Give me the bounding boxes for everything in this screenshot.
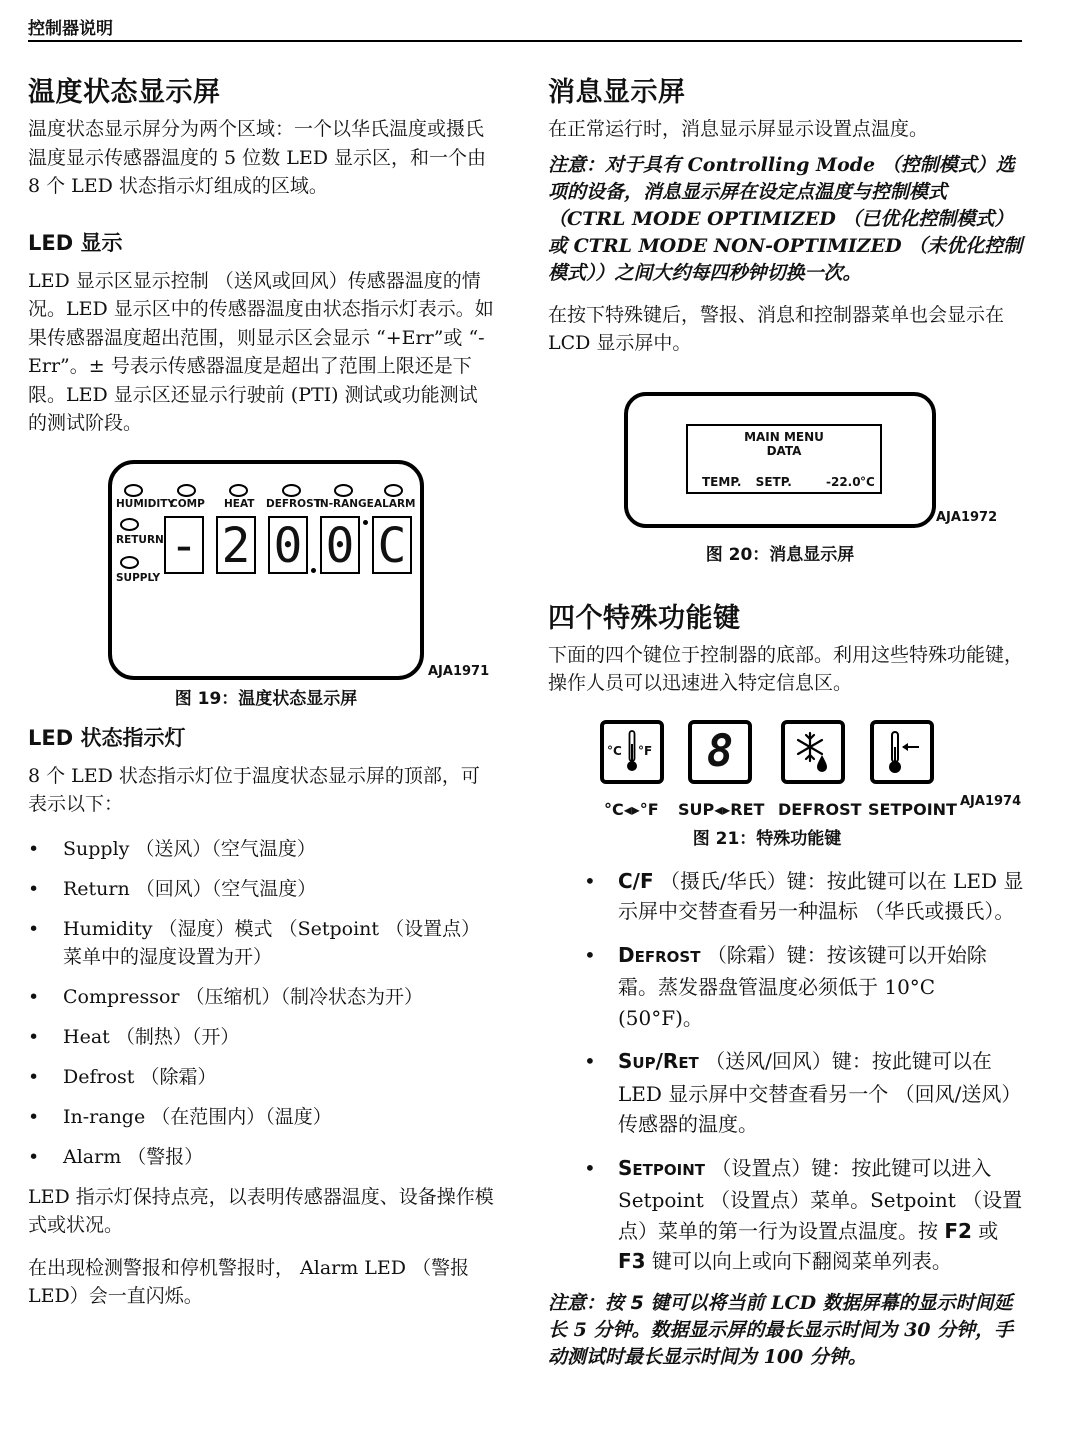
lcd-screen [686, 424, 882, 494]
list-item: • Humidity （湿度）模式 （Setpoint （设置点）菜单中的湿度设置为开） [28, 915, 496, 971]
indicator-label: DEFROST [266, 497, 321, 510]
lcd-unit: °C [860, 474, 875, 489]
led-display-paragraph: LED 显示区显示控制 （送风或回风）传感器温度的情况。LED 显示区中的传感器温度由状态指示灯表示。如果传感器温度超出范围，则显示区会显示 “+Err”或 “-Err”。± 号表示传感器温度是超出了范围上限还是下限。LED 显示区还显示行驶前 (PTI) 测试或功能测试的测试阶段。 [28, 269, 494, 434]
digit: - [169, 517, 199, 574]
defrost-key-name: DEFROST [618, 942, 701, 967]
snowflake-drop-icon [788, 727, 838, 777]
indicator-label: HUMIDITY [116, 497, 176, 510]
f2-key-name: F2 [944, 1218, 972, 1243]
temp-status-intro: 温度状态显示屏分为两个区域：一个以华氏温度或摄氏温度显示传感器温度的 5 位数 LED 显示区，和一个由 8 个 LED 状态指示灯组成的区域。 [28, 118, 486, 197]
return-led-icon [120, 518, 139, 531]
message-display-note: 注意：对于具有 Controlling Mode （控制模式）选项的设备，消息显示屏在设定点温度与控制模式 （CTRL MODE OPTIMIZED （已优化控制模式）或 CTRL MODE NON-OPTIMIZED （未优化控制模式））之间大约每四秒钟切换一次。 [548, 153, 1023, 284]
list-item: • Heat （制热）（开） [28, 1023, 496, 1051]
digit-box [164, 516, 204, 574]
list-item: • In-range （在范围内）（温度） [28, 1103, 496, 1131]
figure-id: AJA1974 [960, 793, 1022, 809]
cf-key-text: （摄氏/华氏）键：按此键可以在 LED 显示屏中交替查看另一种温标 （华氏或摄氏）。 [618, 868, 1024, 923]
setpoint-key-text-2: 键可以向上或向下翻阅菜单列表。 [645, 1249, 952, 1273]
thermometer-icon [626, 730, 638, 774]
heat-led-icon [229, 484, 248, 497]
digit-box [372, 516, 412, 574]
indicator-label: HEAT [224, 497, 255, 510]
key-description-list [548, 866, 1024, 1277]
led-status-intro: 8 个 LED 状态指示灯位于温度状态显示屏的顶部，可表示以下： [28, 764, 480, 815]
data-screen-note: 注意：按 5 键可以将当前 LCD 数据屏幕的显示时间延长 5 分钟。数据显示屏的最长显示时间为 30 分钟，手动测试时最长显示时间为 100 分钟。 [548, 1291, 1014, 1368]
setpoint-or: 或 [971, 1218, 999, 1243]
lcd-display-panel [624, 392, 936, 528]
list-item [548, 1153, 1024, 1277]
led-status-heading: LED 状态指示灯 [28, 725, 186, 750]
list-item: • Defrost （除霜） [28, 1063, 496, 1091]
list-item: • Supply （送风）（空气温度） [28, 835, 496, 863]
list-item [548, 940, 1024, 1034]
figure-id: AJA1971 [428, 663, 490, 679]
list-item: • Compressor （压缩机）（制冷状态为开） [28, 983, 496, 1011]
message-display-heading: 消息显示屏 [548, 77, 686, 108]
key-label: DEFROST [778, 799, 862, 819]
digit-box [268, 516, 308, 574]
special-keys-heading: 四个特殊功能键 [548, 602, 741, 634]
list-item: • Return （回风）（空气温度） [28, 875, 496, 903]
list-item [548, 866, 1024, 927]
temp-display-panel [108, 460, 424, 680]
defrost-led-icon [282, 484, 301, 497]
special-keys-intro: 下面的四个键位于控制器的底部。利用这些特殊功能键，操作人员可以迅速进入特定信息区。 [548, 643, 1024, 694]
digit: 2 [221, 517, 251, 574]
lcd-line-2: DATA [766, 443, 802, 458]
figure-20 [548, 392, 1024, 578]
indicator-label: COMP [170, 497, 205, 510]
humidity-led-icon [124, 484, 143, 497]
sup-ret-key-name: SUP/RET [618, 1049, 699, 1073]
lcd-line-1: MAIN MENU [744, 429, 824, 444]
lcd-value: -22.0 [826, 474, 861, 489]
figure-19 [28, 460, 496, 710]
setpoint-key-name: SETPOINT [618, 1155, 705, 1180]
temp-status-heading: 温度状态显示屏 [28, 77, 221, 108]
right-column [548, 70, 1024, 1385]
list-item [548, 1046, 1024, 1140]
indicator-label: RETURN [116, 533, 164, 546]
thermometer-arrow-icon [877, 727, 927, 777]
page-header [28, 14, 1022, 42]
defrost-key-text: （除霜）键：按该键可以开始除霜。蒸发器盘管温度必须低于 10°C (50°F)。 [618, 942, 987, 1030]
alarm-led-icon [384, 484, 403, 497]
celsius-label: °C [607, 743, 622, 758]
digit-box [216, 516, 256, 574]
lcd-temp-label: TEMP. [702, 474, 742, 489]
figure-caption: 图 21：特殊功能键 [692, 828, 842, 849]
sup-ret-key[interactable] [688, 720, 752, 784]
led-display-heading: LED 显示 [28, 230, 123, 255]
decimal-point-icon [311, 568, 316, 573]
indicator-label: IN-RANGE [316, 497, 374, 510]
figure-caption: 图 19：温度状态显示屏 [174, 688, 358, 709]
defrost-key[interactable] [781, 720, 845, 784]
digit: 0 [325, 517, 355, 574]
key-label: SETPOINT [868, 799, 957, 819]
left-column [28, 70, 496, 1325]
cf-key-name: C/F [618, 868, 654, 893]
in-range-led-icon [334, 484, 353, 497]
message-display-paragraph-2: 在按下特殊键后，警报、消息和控制器菜单也会显示在 LCD 显示屏中。 [548, 303, 1005, 354]
fahrenheit-label: °F [638, 743, 653, 758]
indicator-label: ALARM [374, 497, 416, 510]
setpoint-key-text: （设置点）键：按此键可以进入 Setpoint （设置点）菜单。Setpoint （设置点）菜单的第一行为设置点温度。按 [618, 1155, 1023, 1243]
lcd-setp-label: SETP. [755, 474, 792, 489]
key-label: °C◂▸°F [604, 799, 659, 819]
comp-led-icon [177, 484, 196, 497]
list-item: • Alarm （警报） [28, 1143, 496, 1171]
f3-key-name: F3 [618, 1249, 646, 1273]
setpoint-key[interactable] [870, 720, 934, 784]
status-list [28, 835, 496, 1171]
indicator-label: SUPPLY [116, 571, 161, 584]
message-display-paragraph: 在正常运行时，消息显示屏显示设置点温度。 [548, 118, 929, 140]
digit-box [320, 516, 360, 574]
supply-led-icon [120, 556, 139, 569]
cf-key[interactable] [600, 720, 664, 784]
digit: C [377, 517, 407, 574]
figure-caption: 图 20：消息显示屏 [705, 544, 855, 565]
led-status-paragraph: LED 指示灯保持点亮，以表明传感器温度、设备操作模式或状况。 [28, 1185, 494, 1236]
sup-ret-key-text: （送风/回风）键：按此键可以在 LED 显示屏中交替查看另一个 （回风/送风）传感器的温度。 [618, 1049, 1022, 1136]
alarm-led-paragraph: 在出现检测警报和停机警报时， Alarm LED （警报 LED）会一直闪烁。 [28, 1256, 470, 1307]
key-label: SUP◂▸RET [678, 799, 765, 819]
eight-icon: 8 [706, 725, 734, 777]
digit: 0 [273, 517, 303, 574]
figure-21 [548, 720, 1024, 850]
key-5-name: 5 [630, 1291, 644, 1314]
figure-id: AJA1972 [936, 509, 998, 525]
header-title: 控制器说明 [28, 19, 113, 39]
degree-dot-icon [363, 520, 368, 525]
